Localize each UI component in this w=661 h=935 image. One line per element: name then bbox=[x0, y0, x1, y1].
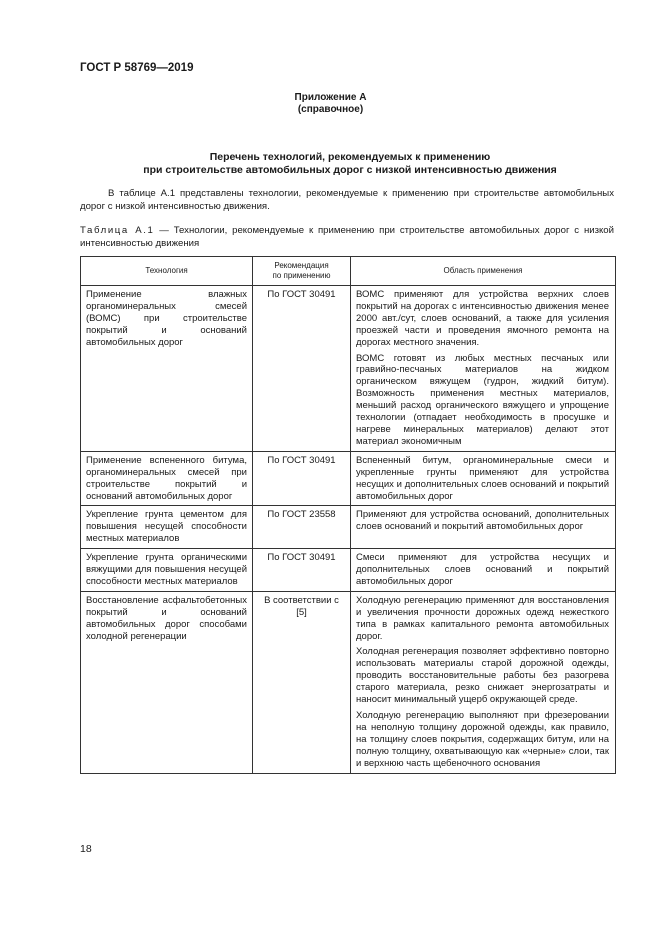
table-row bbox=[81, 591, 616, 773]
table-row bbox=[81, 506, 616, 549]
scope-paragraph: Применяют для устройства оснований, дополнительных слоев оснований и покрытий автомобильных дорог bbox=[356, 509, 609, 533]
section-heading-line2: при строительстве автомобильных дорог с низкой интенсивностью движения bbox=[143, 164, 557, 176]
annex-title: Приложение А bbox=[294, 92, 367, 103]
page-number: 18 bbox=[80, 843, 92, 855]
cell-technology: Применение вспененного битума, органоминеральных смесей при строительстве покрытий и оснований автомобильных дорог bbox=[81, 451, 253, 506]
cell-scope bbox=[351, 506, 616, 549]
annex-subtitle: (справочное) bbox=[297, 104, 364, 115]
header-scope: Область применения bbox=[351, 257, 616, 286]
cell-scope bbox=[351, 591, 616, 773]
scope-paragraph: Смеси применяют для устройства несущих и дополнительных слоев оснований и покрытий автомобильных дорог bbox=[356, 552, 609, 587]
scope-paragraph: Вспененный битум, органоминеральные смеси и укрепленные грунты применяют для устройства несущих и дополнительных слоев оснований и покрытий автомобильных дорог bbox=[356, 454, 609, 502]
scope-paragraph: ВОМС готовят из любых местных песчаных или гравийно-песчаных материалов на жидком органическом вяжущем (гудрон, жидкий битум). Возможность применения местных материалов, меньший расход органического вяжущего и упрощение технологии (отпадает необходимость в просушке и нагреве минеральных материалов) делают этот материал экономичным bbox=[356, 352, 609, 447]
table-header-row bbox=[81, 257, 616, 286]
scope-paragraph: Холодную регенерацию применяют для восстановления и увеличения прочности дорожных одежд нежесткого типа в рамках капитального ремонта автомобильных дорог. bbox=[356, 594, 609, 642]
cell-technology: Восстановление асфальтобетонных покрытий и оснований автомобильных дорог способами холодной регенерации bbox=[81, 591, 253, 773]
intro-paragraph: В таблице А.1 представлены технологии, рекомендуемые к применению при строительстве автомобильных дорог с низкой интенсивностью движения. bbox=[80, 188, 614, 212]
table-caption-text: — Технологии, рекомендуемые к применению при строительстве автомобильных дорог с низкой интенсивностью движения bbox=[80, 225, 614, 249]
cell-scope bbox=[351, 286, 616, 452]
header-technology: Технология bbox=[81, 257, 253, 286]
table-caption-label: Таблица А.1 bbox=[80, 225, 155, 236]
cell-technology: Применение влажных органоминеральных смесей (ВОМС) при строительстве покрытий и оснований автомобильных дорог bbox=[81, 286, 253, 452]
cell-recommendation: По ГОСТ 30491 bbox=[253, 286, 351, 452]
table-caption bbox=[80, 225, 614, 250]
scope-paragraph: Холодную регенерацию выполняют при фрезеровании на неполную толщину дорожной одежды, как правило, на толщину слоев покрытия, содержащих битум, или на полную толщину, охватывающую как «черные» слои, так и верхнюю часть щебеночного основания bbox=[356, 710, 609, 769]
cell-recommendation: По ГОСТ 30491 bbox=[253, 451, 351, 506]
cell-scope bbox=[351, 549, 616, 592]
table-row bbox=[81, 451, 616, 506]
cell-technology: Укрепление грунта цементом для повышения несущей способности местных материалов bbox=[81, 506, 253, 549]
table-row bbox=[81, 286, 616, 452]
section-heading-line1: Перечень технологий, рекомендуемых к применению bbox=[209, 151, 491, 163]
cell-technology: Укрепление грунта органическими вяжущими для повышения несущей способности местных материалов bbox=[81, 549, 253, 592]
cell-recommendation: По ГОСТ 30491 bbox=[253, 549, 351, 592]
cell-scope bbox=[351, 451, 616, 506]
header-recommendation: Рекомендация по применению bbox=[253, 257, 351, 286]
scope-paragraph: Холодная регенерация позволяет эффективно повторно использовать материалы старой дорожной одежды, проводить восстановительные работы без разогрева старого материала, резко снижает энергозатраты и наносит минимальный ущерб окружающей среде. bbox=[356, 646, 609, 706]
table-row bbox=[81, 549, 616, 592]
cell-recommendation: По ГОСТ 23558 bbox=[253, 506, 351, 549]
cell-recommendation: В соответствии с [5] bbox=[253, 591, 351, 773]
technologies-table bbox=[80, 256, 616, 774]
scope-paragraph: ВОМС применяют для устройства верхних слоев покрытий на дорогах с интенсивностью движения менее 2000 авт./сут, слоев оснований, а также для усиления проезжей части и проведения ямочного ремонта на дорогах местного значения. bbox=[356, 289, 609, 348]
document-code: ГОСТ Р 58769—2019 bbox=[80, 62, 194, 74]
